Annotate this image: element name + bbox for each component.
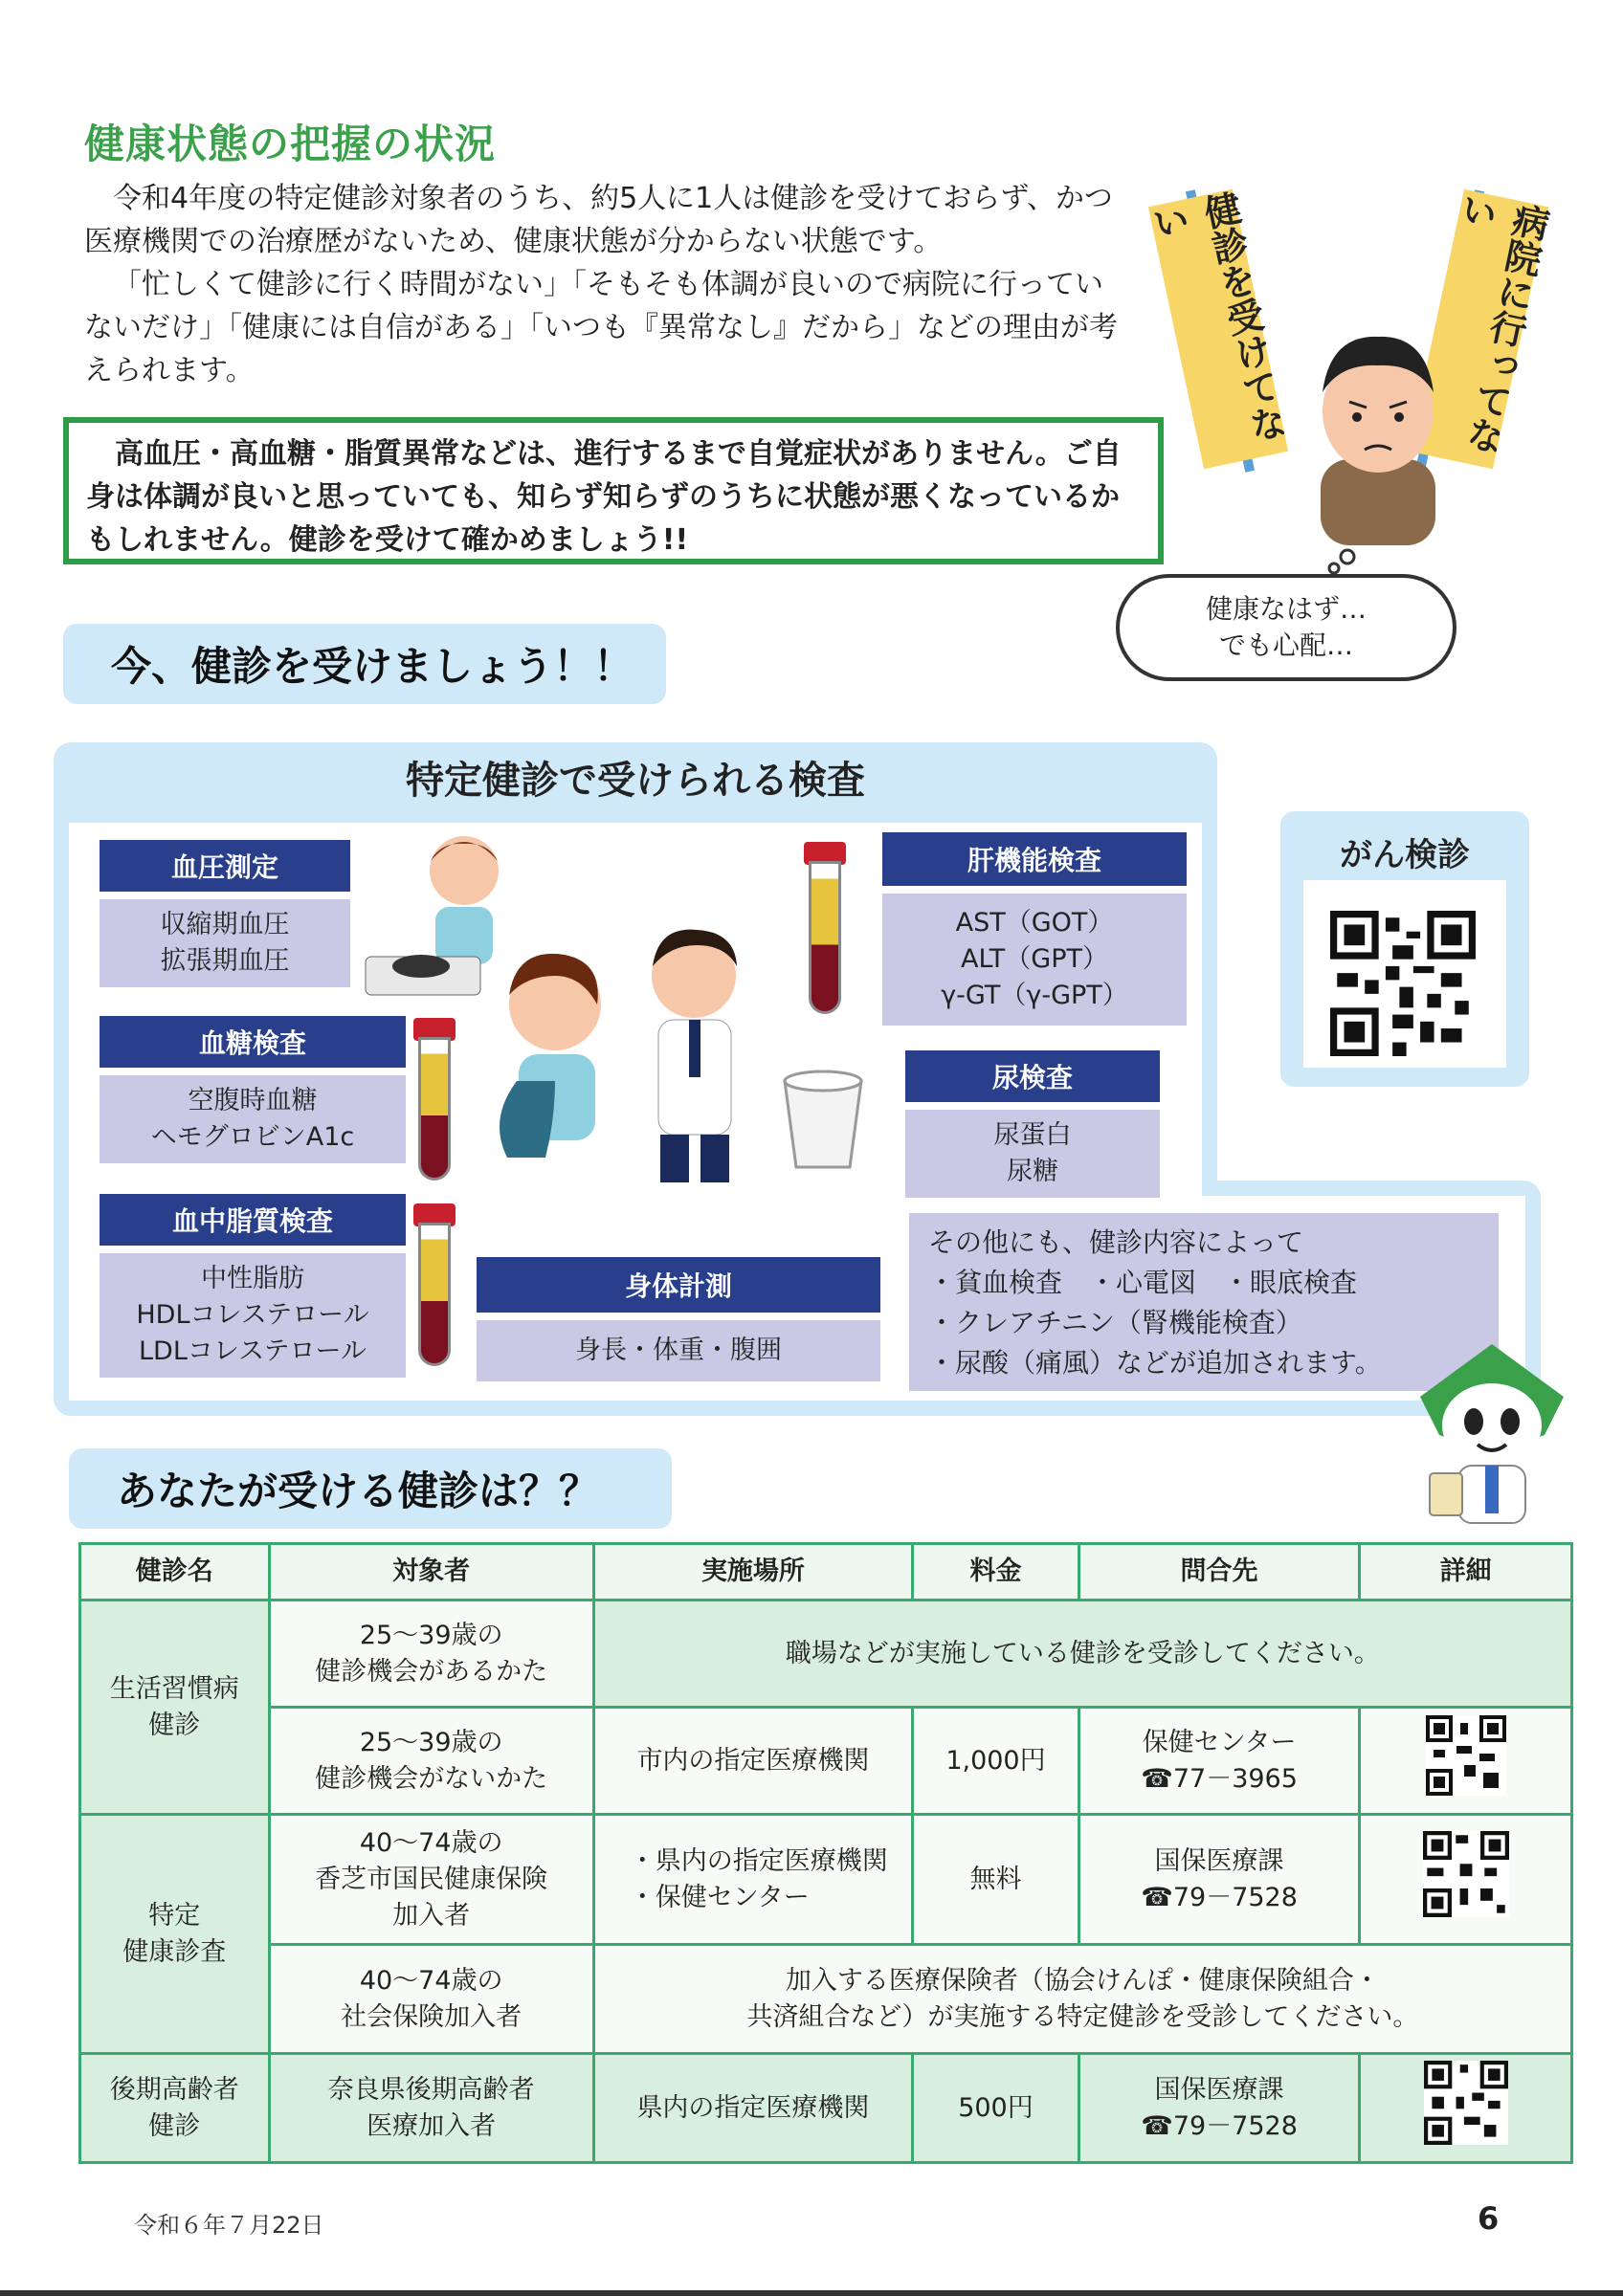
- target-cell: 25～39歳の 健診機会があるかた: [269, 1601, 593, 1708]
- col-header-name: 健診名: [80, 1544, 270, 1601]
- detail-cell: [1360, 1815, 1572, 1945]
- table-header-row: [80, 1544, 1572, 1601]
- col-header-fee: 料金: [913, 1544, 1079, 1601]
- doctor-consultation-illustration: [354, 832, 871, 1196]
- col-header-detail: 詳細: [1360, 1544, 1572, 1601]
- thought-line-1: 健康なはず…: [1205, 593, 1367, 625]
- col-header-place: 実施場所: [593, 1544, 912, 1601]
- fee-cell: 無料: [913, 1815, 1079, 1945]
- section-title-which-checkup: あなたが受ける健診は？？: [69, 1448, 672, 1529]
- table-row: [80, 2054, 1572, 2163]
- section-title-get-checkup: 今、健診を受けましょう！！: [63, 624, 666, 704]
- notice-text: 高血圧・高血糖・脂質異常などは、進行するまで自覚症状がありません。ご自身は体調が良いと思っていても、知らず知らずのうちに状態が悪くなっているかもしれません。健診を受けて確かめましょう!!: [86, 437, 1122, 557]
- place-cell: 県内の指定医療機関: [593, 2054, 912, 2163]
- note-cell: 職場などが実施している健診を受診してください。: [593, 1601, 1571, 1708]
- blood-sugar-item: ヘモグロビンA1c: [150, 1122, 355, 1152]
- other-line: その他にも、健診内容によって: [928, 1226, 1304, 1258]
- other-line: ・尿酸（痛風）などが追加されます。: [928, 1347, 1382, 1379]
- thought-bubble: [1116, 574, 1456, 681]
- blood-sugar-item: 空腹時血糖: [188, 1086, 318, 1115]
- checkup-table: [78, 1542, 1573, 2164]
- table-row: [80, 1708, 1572, 1815]
- qr-code-icon[interactable]: [1426, 1715, 1506, 1796]
- other-line: ・クレアチニン（腎機能検査）: [928, 1307, 1302, 1338]
- table-row: [80, 1945, 1572, 2054]
- target-cell: 40～74歳の 香芝市国民健康保険 加入者: [269, 1815, 593, 1945]
- liver-item: ALT（GPT）: [961, 944, 1108, 974]
- blood-pressure-item: 拡張期血圧: [160, 946, 290, 976]
- checkup-name-specific: 特定 健康診査: [80, 1815, 270, 2054]
- intro-paragraph-2: 「忙しくて健診に行く時間がない」「そもそも体調が良いので病院に行っていないだけ」「健康には自信がある」「いつも『異常なし』だから」などの理由が考えられます。: [84, 268, 1118, 387]
- other-line: ・貧血検査 ・心電図 ・眼底検査: [928, 1267, 1358, 1298]
- mascot-illustration: [1411, 1339, 1573, 1531]
- intro-paragraph-1: 令和4年度の特定健診対象者のうち、約5人に1人は健診を受けておらず、かつ医療機関での治療歴がないため、健康状態が分からない状態です。: [84, 182, 1113, 258]
- lipid-item: 中性脂肪: [201, 1264, 304, 1293]
- place-cell: ・県内の指定医療機関 ・保健センター: [593, 1815, 912, 1945]
- fee-cell: 500円: [913, 2054, 1079, 2163]
- target-cell: 奈良県後期高齢者 医療加入者: [269, 2054, 593, 2163]
- place-cell: 市内の指定医療機関: [593, 1708, 912, 1815]
- thought-dots: [1321, 547, 1359, 576]
- checkup-name-lifestyle: 生活習慣病 健診: [80, 1601, 270, 1815]
- blood-pressure-item: 収縮期血圧: [160, 910, 290, 939]
- qr-code-icon[interactable]: [1424, 2061, 1508, 2145]
- blood-pressure-label: 血圧測定: [100, 840, 350, 892]
- urine-item: 尿蛋白: [993, 1120, 1072, 1150]
- exam-panel-title: 特定健診で受けられる検査: [406, 759, 865, 803]
- fee-cell: 1,000円: [913, 1708, 1079, 1815]
- table-row: [80, 1601, 1572, 1708]
- detail-cell: [1360, 1708, 1572, 1815]
- note-cell: 加入する医療保険者（協会けんぽ・健康保険組合・ 共済組合など）が実施する特定健診を受診してください。: [593, 1945, 1571, 2054]
- detail-cell: [1360, 2054, 1572, 2163]
- col-header-contact: 問合先: [1078, 1544, 1359, 1601]
- intro-text: [84, 177, 1118, 392]
- liver-item: γ-GT（γ-GPT）: [941, 981, 1128, 1010]
- col-header-target: 対象者: [269, 1544, 593, 1601]
- banner-right: 病院に行ってない: [1409, 189, 1548, 470]
- qr-code-icon[interactable]: [1423, 1831, 1509, 1917]
- checkup-name-elderly: 後期高齢者 健診: [80, 2054, 270, 2163]
- notice-box: [63, 417, 1164, 564]
- liver-values: [882, 894, 1187, 1026]
- contact-cell: 国保医療課 ☎79－7528: [1078, 2054, 1359, 2163]
- worried-man-illustration: [1292, 316, 1464, 545]
- body-measurement-label: 身体計測: [477, 1257, 880, 1313]
- blood-tube-icon: [418, 1223, 451, 1366]
- contact-cell: 保健センター ☎77－3965: [1078, 1708, 1359, 1815]
- banner-left: 健診を受けてない: [1148, 189, 1288, 470]
- urine-values: [905, 1110, 1160, 1198]
- cancer-screening-title: がん検診: [1340, 836, 1470, 874]
- cancer-qr-code-icon[interactable]: [1330, 911, 1476, 1056]
- page-heading: 健康状態の把握の状況: [84, 121, 497, 167]
- contact-cell: 国保医療課 ☎79－7528: [1078, 1815, 1359, 1945]
- lipid-values: [100, 1253, 406, 1378]
- blood-sugar-label: 血糖検査: [100, 1016, 406, 1068]
- blood-pressure-values: [100, 899, 350, 987]
- lipid-item: LDLコレステロール: [139, 1336, 367, 1366]
- target-cell: 40～74歳の 社会保険加入者: [269, 1945, 593, 2054]
- lipid-item: HDLコレステロール: [136, 1300, 369, 1330]
- bottom-rule: [0, 2290, 1623, 2296]
- body-measurement-values: [477, 1320, 880, 1381]
- lipid-label: 血中脂質検査: [100, 1194, 406, 1246]
- thought-line-2: でも心配…: [1218, 629, 1353, 661]
- liver-item: AST（GOT）: [955, 908, 1114, 938]
- urine-item: 尿糖: [1007, 1157, 1058, 1186]
- liver-label: 肝機能検査: [882, 832, 1187, 886]
- footer-date: 令和６年７月22日: [134, 2212, 324, 2239]
- target-cell: 25～39歳の 健診機会がないかた: [269, 1708, 593, 1815]
- body-measurement-item: 身長・体重・腹囲: [575, 1336, 782, 1365]
- table-row: [80, 1815, 1572, 1945]
- urine-label: 尿検査: [905, 1050, 1160, 1102]
- page-number: 6: [1478, 2200, 1500, 2237]
